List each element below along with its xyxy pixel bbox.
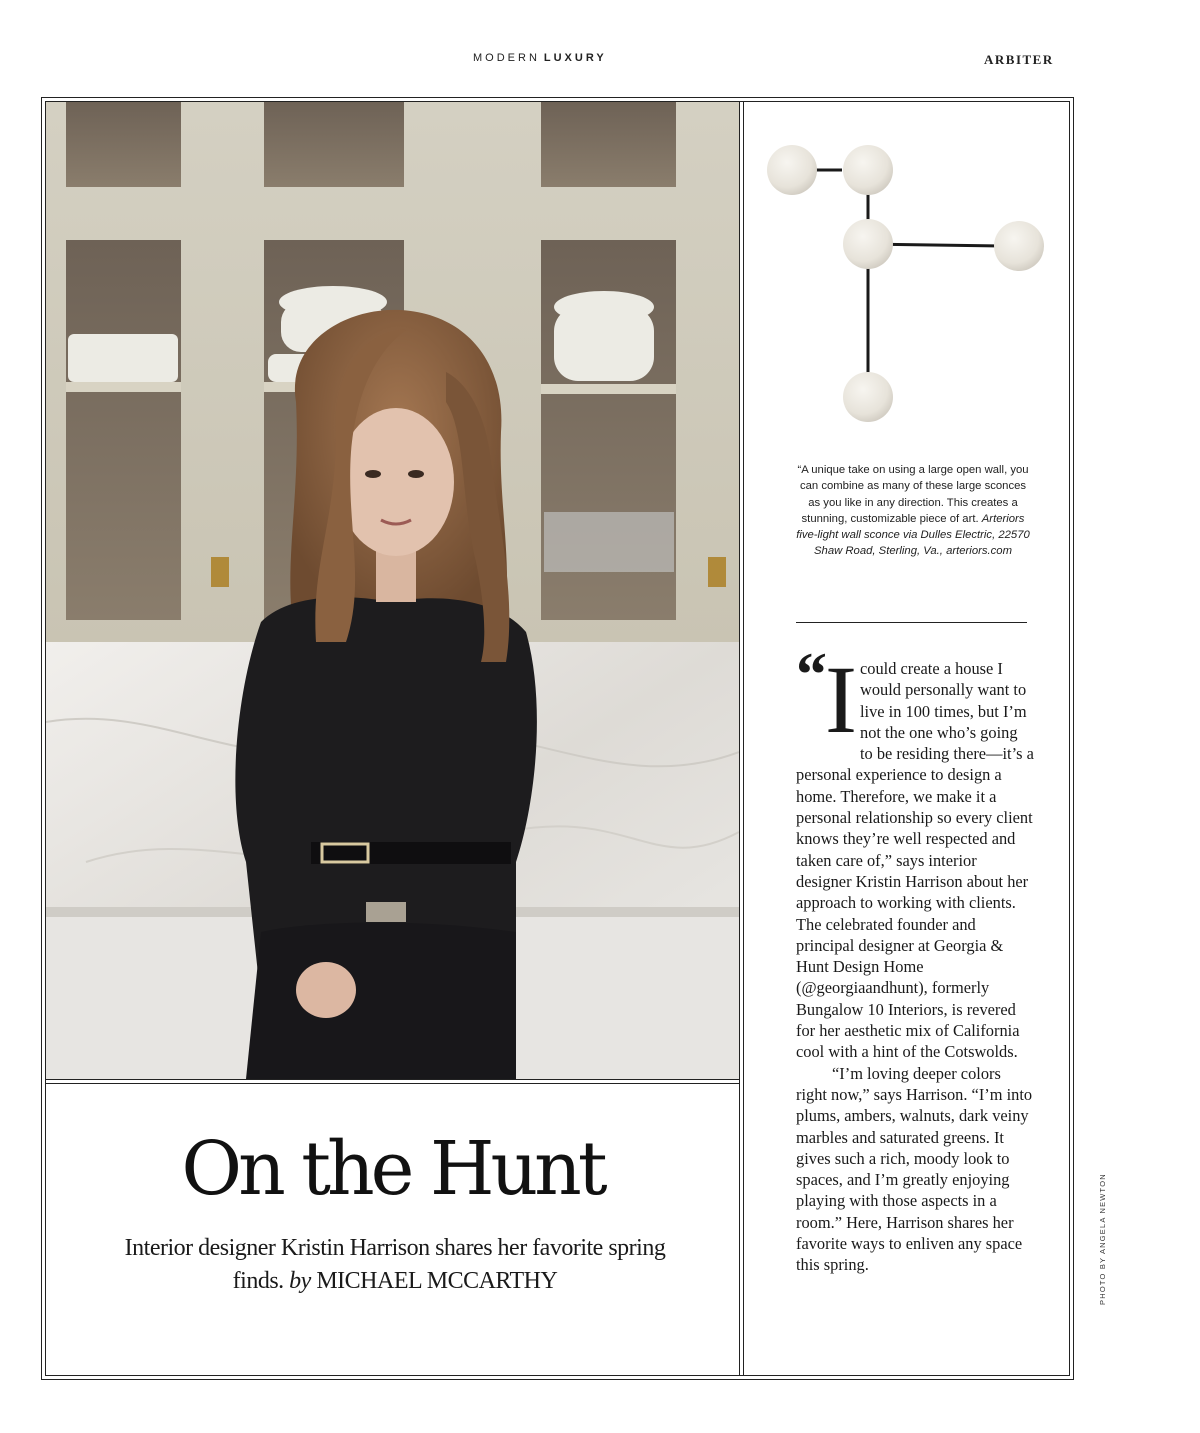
drop-cap: I: [825, 646, 857, 753]
paragraph-1: [796, 641, 1034, 1063]
byline-prefix: by: [289, 1268, 311, 1294]
masthead-brand-bold: LUXURY: [543, 52, 607, 64]
caption-quote: “A unique take on using a large open wall, you can combine as many of these large sconces as you like in any direction. This creates a stunning, customizable piece of art.: [797, 464, 1029, 525]
wall-sconce-image: [760, 132, 1060, 432]
product-caption: [796, 462, 1030, 560]
paragraph-2: “I’m loving deeper colors right now,” says Harrison. “I’m into plums, ambers, walnuts, dark veiny marbles and saturated greens. It gives such a rich, moody look to spaces, and I’m greatly enjoying playing with those aspects in a room.” Here, Harrison shares her favorite ways to enliven any space this spring.: [796, 1063, 1033, 1275]
column-divider: [739, 101, 740, 1376]
article-body: [796, 641, 1034, 1276]
paragraph-1-text: could create a house I would personally want to live in 100 times, but I’m not the one who’s going to be residing there—it’s a personal experience to design a home. Therefore, we make it a personal relationship so every client knows they’re well respected and taken care of,” says interior designer Kristin Harrison about her approach to working with clients. The celebrated founder and principal designer at Georgia & Hunt Design Home (@georgiaandhunt), formerly Bungalow 10 Interiors, is revered for her aesthetic mix of California cool with a hint of the Cotswolds.: [796, 659, 1034, 1062]
feature-dek: [100, 1232, 690, 1298]
dek-text: Interior designer Kristin Harrison shares her favorite spring finds.: [124, 1235, 666, 1294]
open-quote-mark: “: [796, 641, 827, 709]
feature-title: On the Hunt: [181, 1126, 604, 1212]
column-divider-inner: [743, 101, 744, 1376]
caption-product-detail: Arteriors five-light wall sconce via Dulles Electric, 22570 Shaw Road, Sterling, Va., arteriors.com: [796, 512, 1030, 558]
drop-cap-block: [796, 641, 860, 753]
masthead: [473, 52, 607, 64]
masthead-brand-light: MODERN: [473, 52, 540, 64]
section-label: ARBITER: [984, 52, 1054, 67]
caption-rule: [796, 622, 1027, 623]
photo-bottom-rule: [45, 1079, 740, 1080]
byline-name: MICHAEL MCCARTHY: [316, 1268, 558, 1294]
photo-bottom-rule-inner: [45, 1083, 740, 1084]
photo-credit: PHOTO BY ANGELA NEWTON: [1098, 1173, 1107, 1305]
portrait-photo: [46, 102, 739, 1079]
